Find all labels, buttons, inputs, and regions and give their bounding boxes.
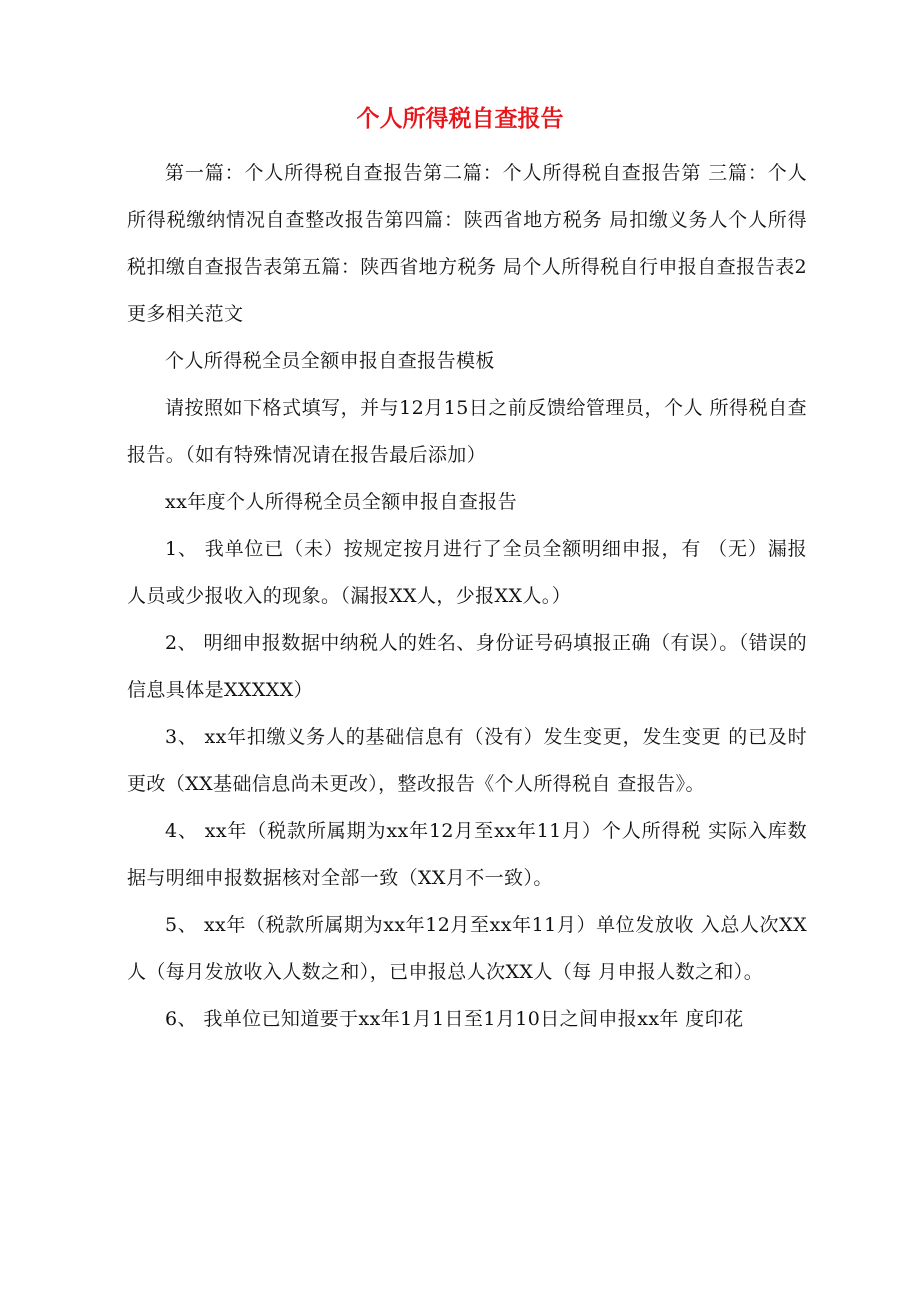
- document-title: 个人所得税自查报告: [356, 105, 564, 132]
- paragraph-item-3: 3、 xx年扣缴义务人的基础信息有（没有）发生变更，发生变更 的已及时更改（XX基础信息尚未更改），整改报告《个人所得税自 查报告》。: [127, 726, 807, 795]
- paragraph-report-heading: xx年度个人所得税全员全额申报自查报告: [165, 491, 518, 513]
- paragraph-item-6: 6、 我单位已知道要于xx年1月1日至1月10日之间申报xx年 度印花: [165, 1008, 744, 1030]
- paragraph-item-1: 1、 我单位已（未）按规定按月进行了全员全额明细申报，有 （无）漏报人员或少报收入的现象。（漏报XX人，少报XX人。）: [127, 538, 807, 607]
- paragraph-contents-list: 第一篇：个人所得税自查报告第二篇：个人所得税自查报告第 三篇：个人所得税缴纳情况自查整改报告第四篇：陕西省地方税务 局扣缴义务人个人所得税扣缴自查报告表第五篇：陕西省地方税务 局个人所得税自行申报自查报告表2更多相关范文: [127, 162, 807, 325]
- paragraph-instructions: 请按照如下格式填写，并与12月15日之前反馈给管理员，个人 所得税自查报告。（如有特殊情况请在报告最后添加）: [127, 397, 807, 466]
- paragraph-item-5: 5、 xx年（税款所属期为xx年12月至xx年11月）单位发放收 入总人次XX人（每月发放收入人数之和），已申报总人次XX人（每 月申报人数之和）。: [127, 914, 807, 983]
- paragraph-template-heading: 个人所得税全员全额申报自查报告模板: [165, 350, 495, 372]
- paragraph-item-4: 4、 xx年（税款所属期为xx年12月至xx年11月）个人所得税 实际入库数据与明细申报数据核对全部一致（XX月不一致）。: [127, 820, 807, 889]
- paragraph-item-2: 2、 明细申报数据中纳税人的姓名、身份证号码填报正确（有误）。（错误的信息具体是XXXXX）: [127, 632, 807, 701]
- document-body: [127, 150, 807, 1043]
